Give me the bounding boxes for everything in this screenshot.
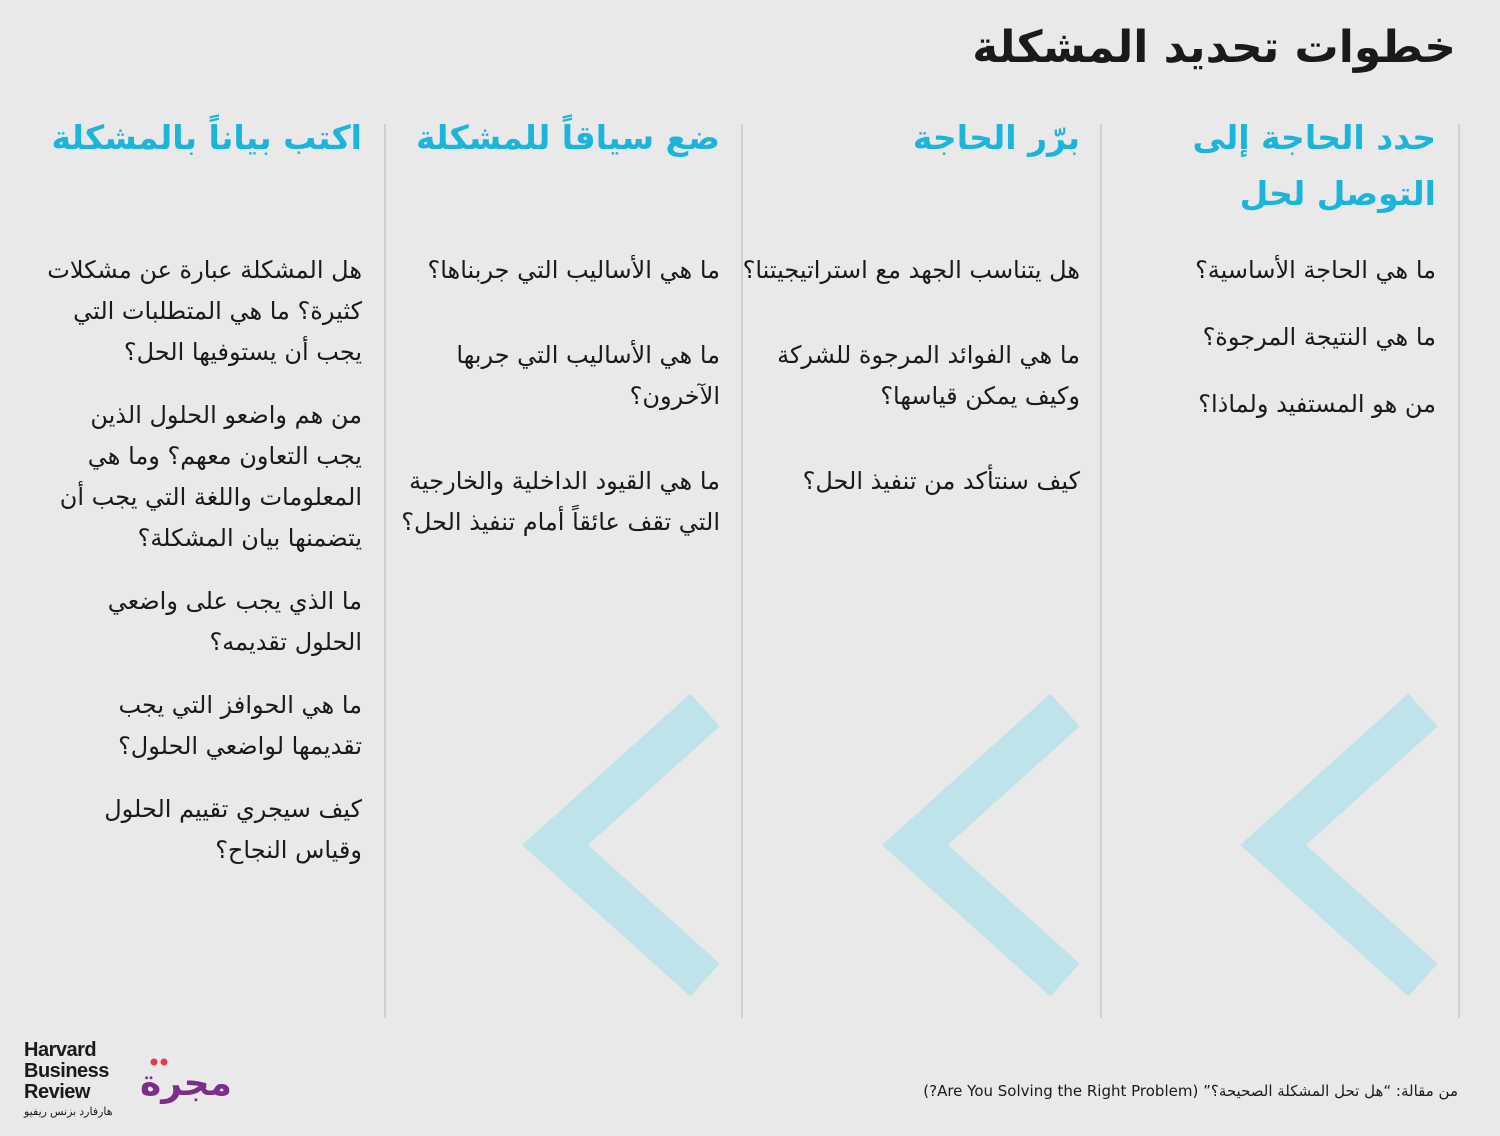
step-2-question-2: ما هي الفوائد المرجوة للشركة وكيف يمكن قياسها؟ [777, 341, 1080, 410]
step-4-question-4: ما هي الحوافز التي يجب تقديمها لواضعي الحلول؟ [118, 691, 362, 760]
step-heading-2: برّر الحاجة [912, 118, 1080, 157]
step-4-question-2: من هم واضعو الحلول الذين يجب التعاون معهم؟ وما هي المعلومات واللغة التي يجب أن يتضمنها بيان المشكلة؟ [59, 401, 362, 552]
majarra-logo: مجرة [140, 1063, 232, 1104]
hbr-logo [24, 1040, 113, 1118]
hbr-logo-line-3: Review [24, 1081, 90, 1103]
step-3-question-2: ما هي الأساليب التي جربها الآخرون؟ [456, 341, 720, 410]
step-heading-1: حدد الحاجة إلى التوصل لحل [1192, 118, 1436, 213]
step-1-question-1: ما هي الحاجة الأساسية؟ [1195, 256, 1436, 284]
hbr-logo-arabic: هارفارد بزنس ريفيو [24, 1106, 113, 1118]
chevron-left-icon [880, 690, 1080, 1000]
page-title: خطوات تحديد المشكلة [972, 22, 1456, 73]
step-4-question-1: هل المشكلة عبارة عن مشكلات كثيرة؟ ما هي المتطلبات التي يجب أن يستوفيها الحل؟ [47, 256, 362, 366]
step-1-question-2: ما هي النتيجة المرجوة؟ [1202, 323, 1436, 351]
chevron-left-icon [1238, 690, 1438, 1000]
step-2-question-1: هل يتناسب الجهد مع استراتيجيتنا؟ [742, 256, 1080, 284]
column-divider [741, 124, 743, 1018]
column-divider [1100, 124, 1102, 1018]
step-heading-3: ضع سياقاً للمشكلة [416, 118, 720, 157]
step-heading-4: اكتب بياناً بالمشكلة [51, 118, 362, 157]
step-4-question-5: كيف سيجري تقييم الحلول وقياس النجاح؟ [104, 795, 362, 864]
column-divider [1458, 124, 1460, 1018]
chevron-left-icon [520, 690, 720, 1000]
step-2-question-3: كيف سنتأكد من تنفيذ الحل؟ [802, 467, 1080, 495]
source-citation: من مقالة: “هل تحل المشكلة الصحيحة؟” (Are You Solving the Right Problem?) [923, 1082, 1458, 1100]
step-3-question-3: ما هي القيود الداخلية والخارجية التي تقف عائقاً أمام تنفيذ الحل؟ [401, 467, 720, 536]
hbr-logo-line-1: Harvard [24, 1039, 97, 1061]
step-3-question-1: ما هي الأساليب التي جربناها؟ [427, 256, 720, 284]
step-4-question-3: ما الذي يجب على واضعي الحلول تقديمه؟ [107, 587, 362, 656]
hbr-logo-line-2: Business [24, 1060, 109, 1082]
step-column-4 [42, 110, 362, 1020]
step-1-question-3: من هو المستفيد ولماذا؟ [1198, 390, 1436, 418]
column-divider [384, 124, 386, 1018]
